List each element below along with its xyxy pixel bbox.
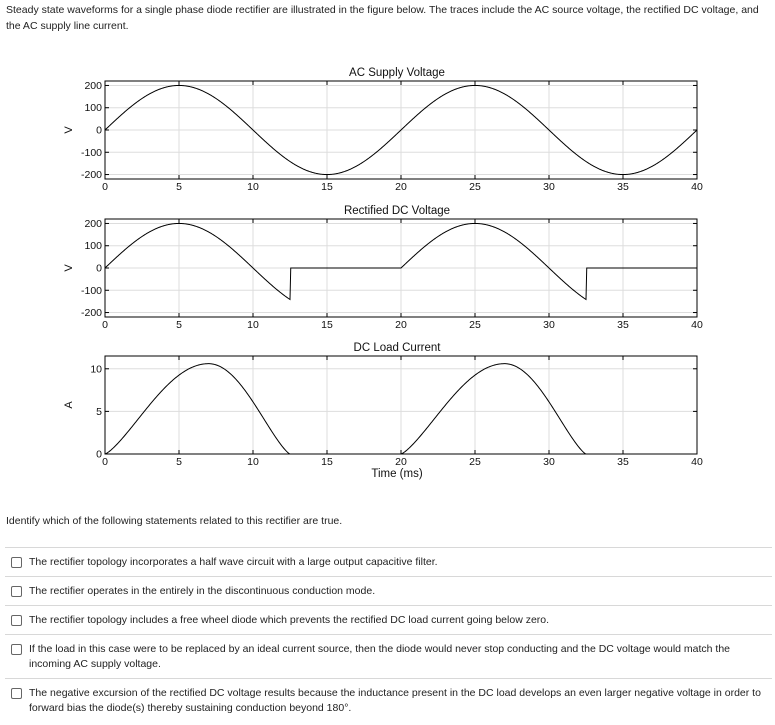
option-3[interactable] (5, 605, 772, 634)
x-axis-label: Time (ms) (371, 468, 423, 480)
x-tick-label: 10 (247, 181, 259, 193)
option-1[interactable] (5, 547, 772, 576)
y-tick-label: -200 (80, 169, 102, 182)
x-tick-label: 20 (395, 456, 407, 468)
option-4[interactable] (5, 634, 772, 678)
chart-3 (63, 342, 703, 480)
y-tick-label: 5 (96, 405, 102, 418)
y-tick-label: 100 (84, 102, 102, 115)
option-2[interactable] (5, 576, 772, 605)
y-axis-label: V (63, 126, 75, 134)
question-text: Identify which of the following statements related to this rectifier are true. (6, 515, 343, 527)
x-tick-label: 35 (617, 319, 629, 331)
x-tick-label: 20 (395, 181, 407, 193)
waveform-figure (0, 55, 775, 495)
y-tick-label: 10 (90, 363, 102, 376)
x-tick-label: 20 (395, 319, 407, 331)
option-2-checkbox[interactable] (11, 586, 22, 597)
x-tick-label: 30 (543, 181, 555, 193)
option-4-checkbox[interactable] (11, 644, 22, 655)
x-tick-label: 10 (247, 319, 259, 331)
chart-title: DC Load Current (353, 342, 441, 354)
x-tick-label: 30 (543, 319, 555, 331)
option-5-label: The negative excursion of the rectified DC voltage results because the inductance present in the DC load develops an even larger negative voltage in order to forward bias the diode(s) thereby sustaining conduction beyond 180°. (29, 687, 761, 714)
option-2-label: The rectifier operates in the entirely in the discontinuous conduction mode. (29, 585, 376, 597)
y-tick-label: -100 (80, 284, 102, 297)
y-tick-label: 0 (96, 448, 102, 461)
chart-1 (63, 67, 703, 193)
x-tick-label: 5 (176, 181, 182, 193)
x-tick-label: 40 (691, 319, 703, 331)
x-tick-label: 40 (691, 456, 703, 468)
chart-2 (63, 205, 703, 331)
answer-options (5, 547, 772, 722)
x-tick-label: 15 (321, 456, 333, 468)
y-tick-label: 100 (84, 240, 102, 253)
y-tick-label: 200 (84, 79, 102, 92)
x-tick-label: 10 (247, 456, 259, 468)
chart-title: Rectified DC Voltage (343, 205, 451, 217)
x-tick-label: 40 (691, 181, 703, 193)
y-tick-label: -200 (80, 307, 102, 320)
option-1-checkbox[interactable] (11, 557, 22, 568)
option-5-checkbox[interactable] (11, 688, 22, 699)
intro-text: Steady state waveforms for a single phase diode rectifier are illustrated in the figure below. The traces include the AC source voltage, the rectified DC voltage, and the AC supply line current. (6, 4, 759, 32)
x-tick-label: 25 (469, 181, 481, 193)
y-axis-label: V (63, 264, 75, 272)
x-tick-label: 35 (617, 181, 629, 193)
option-3-label: The rectifier topology includes a free wheel diode which prevents the rectified DC load current going below zero. (29, 614, 550, 626)
y-axis-label: A (63, 401, 75, 409)
option-4-label: If the load in this case were to be replaced by an ideal current source, then the diode would never stop conducting and the DC voltage would match the incoming AC supply voltage. (29, 643, 731, 670)
x-tick-label: 0 (102, 181, 108, 193)
option-3-checkbox[interactable] (11, 615, 22, 626)
y-tick-label: 0 (96, 124, 102, 137)
x-tick-label: 5 (176, 456, 182, 468)
option-1-label: The rectifier topology incorporates a half wave circuit with a large output capacitive filter. (29, 556, 438, 568)
x-tick-label: 0 (102, 319, 108, 331)
y-tick-label: -100 (80, 146, 102, 159)
y-tick-label: 200 (84, 217, 102, 230)
x-tick-label: 5 (176, 319, 182, 331)
x-tick-label: 15 (321, 319, 333, 331)
option-5[interactable] (5, 678, 772, 722)
x-tick-label: 30 (543, 456, 555, 468)
x-tick-label: 0 (102, 456, 108, 468)
chart-title: AC Supply Voltage (349, 67, 445, 79)
x-tick-label: 25 (469, 319, 481, 331)
x-tick-label: 35 (617, 456, 629, 468)
y-tick-label: 0 (96, 262, 102, 275)
x-tick-label: 15 (321, 181, 333, 193)
x-tick-label: 25 (469, 456, 481, 468)
